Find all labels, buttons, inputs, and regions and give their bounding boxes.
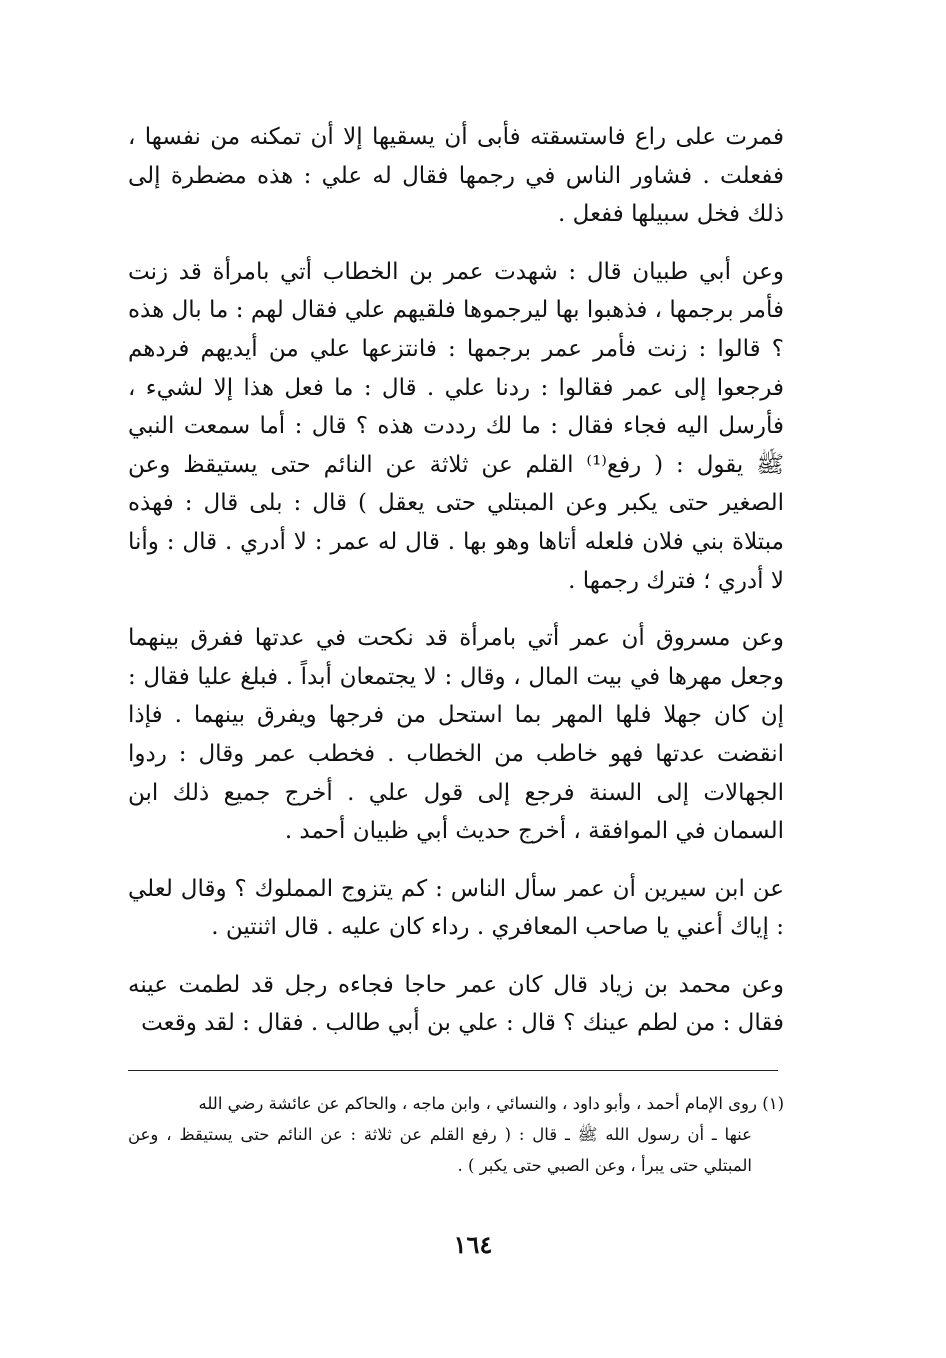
page-number: ١٦٤: [453, 1230, 493, 1259]
paragraph: وعن مسروق أن عمر أتي بامرأة قد نكحت في عدتها ففرق بينهما وجعل مهرها في بيت المال ، وقال : لا يجتمعان أبداً . فبلغ عليا فقال : إن كان جهلا فلها المهر بما استحل من فرجها ويفرق بينهما . فإذا انقضت عدتها فهو خاطب من الخطاب . فخطب عمر وقال : ردوا الجهالات إلى السنة فرجع إلى قول علي . أخرج جميع ذلك ابن السمان في الموافقة ، أخرج حديث أبي ظبيان أحمد .: [128, 625, 784, 845]
footnote-line: (١) روى الإمام أحمد ، وأبو داود ، والنسائي ، وابن ماجه ، والحاكم عن عائشة رضي الله: [198, 1094, 784, 1113]
footnotes: [128, 1088, 784, 1181]
paragraph: وعن محمد بن زياد قال كان عمر حاجا فجاءه رجل قد لطمت عينه فقال : من لطم عينك ؟ قال : علي بن أبي طالب . فقال : لقد وقعت: [128, 971, 784, 1037]
paragraph: عن ابن سيرين أن عمر سأل الناس : كم يتزوج المملوك ؟ وقال لعلي : إياك أعني يا صاحب المعافري . رداء كان عليه . قال اثنتين .: [128, 875, 784, 941]
main-text: [128, 118, 784, 1062]
footnote-line: عنها ـ أن رسول الله ﷺ ـ قال : ( رفع القلم عن ثلاثة : عن النائم حتى يستيقظ ، وعن المبتلي حتى يبرأ ، وعن الصبي حتى يكبر ) .: [128, 1125, 752, 1175]
footnote-divider: [128, 1070, 778, 1071]
paragraph: وعن أبي طبيان قال : شهدت عمر بن الخطاب أتي بامرأة قد زنت فأمر برجمها ، فذهبوا بها ليرجموها فلقيهم علي فقال لهم : ما بال هذه ؟ قالوا : زنت فأمر عمر برجمها : فانتزعها علي من أيديهم فردهم فرجعوا إلى عمر فقالوا : ردنا علي . قال : ما فعل هذا إلا لشيء ، فأرسل اليه فجاء فقال : ما لك رددت هذه ؟ قال : أما سمعت النبي ﷺ يقول : ( رفع⁽¹⁾ القلم عن ثلاثة عن النائم حتى يستيقظ وعن الصغير حتى يكبر وعن المبتلي حتى يعقل ) قال : بلى قال : فهذه مبتلاة بني فلان فلعله أتاها وهو بها . قال له عمر : لا أدري . قال : وأنا لا أدري ؛ فترك رجمها .: [128, 258, 784, 594]
paragraph: فمرت على راع فاستسقته فأبى أن يسقيها إلا أن تمكنه من نفسها ، ففعلت . فشاور الناس في رجمها فقال له علي : هذه مضطرة إلى ذلك فخل سبيلها ففعل .: [128, 124, 784, 228]
